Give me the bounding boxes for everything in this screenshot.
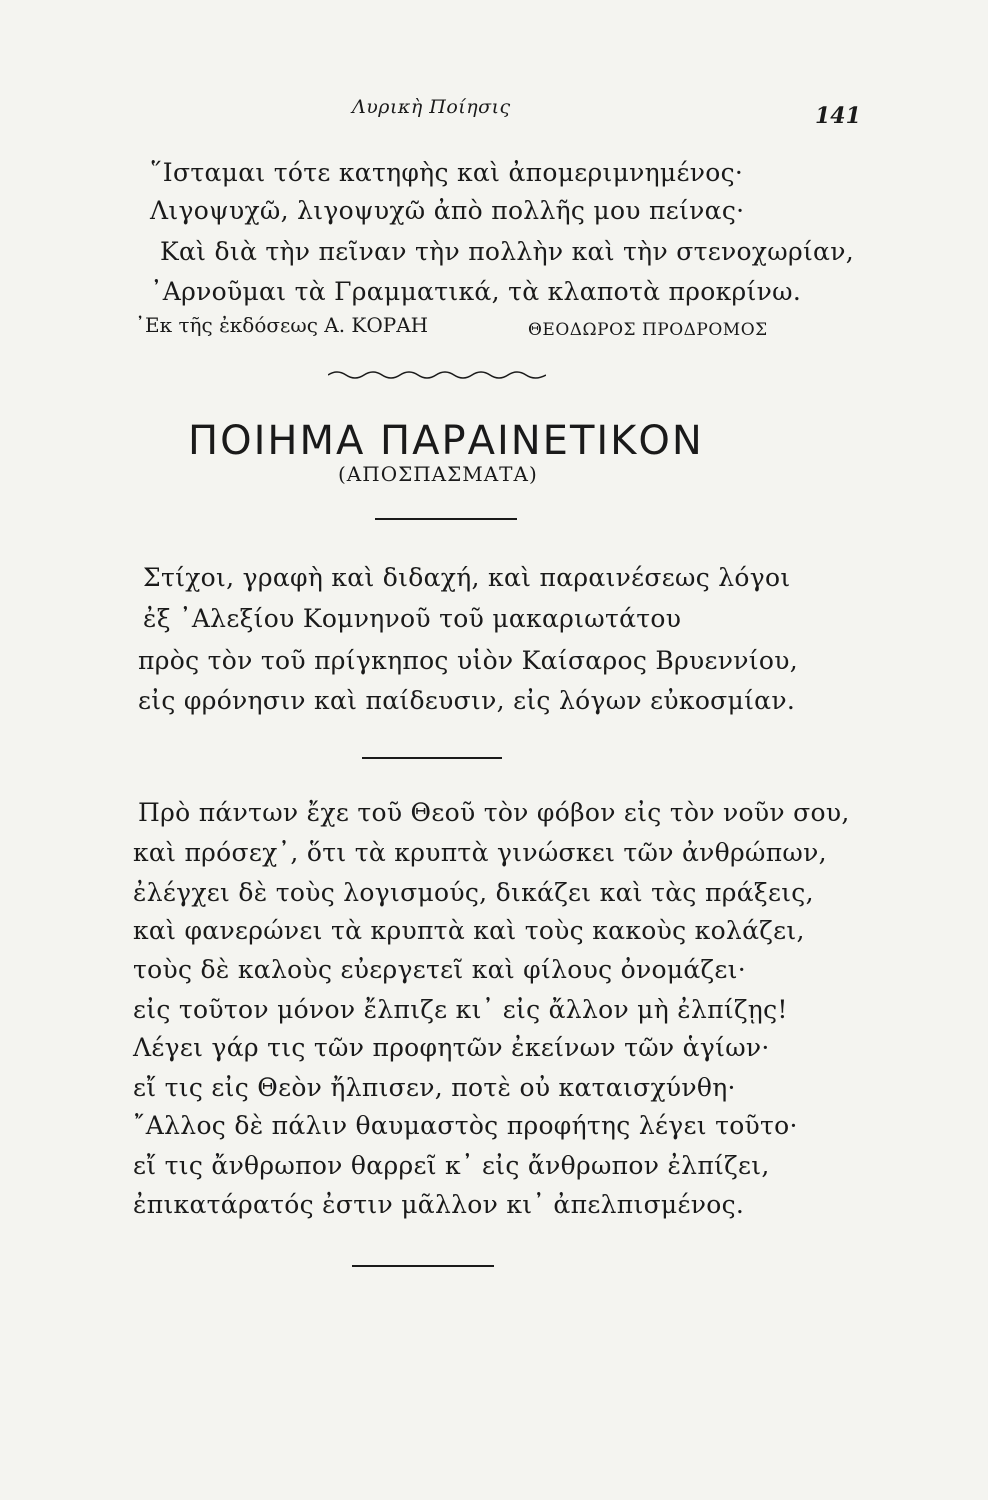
previous-poem-line: Λιγοψυχῶ, λιγοψυχῶ ἀπὸ πολλῆς μου πείνας· [150, 196, 745, 225]
body-line: καὶ πρόσεχ᾿, ὅτι τὰ κρυπτὰ γινώσκει τῶν ἀνθρώπων, [133, 838, 827, 867]
body-line: εἰς τοῦτον μόνον ἔλπιζε κι᾿ εἰς ἄλλον μὴ ἐλπίζῃς! [133, 995, 788, 1024]
body-line: Πρὸ πάντων ἔχε τοῦ Θεοῦ τὸν φόβον εἰς τὸν νοῦν σου, [138, 798, 850, 827]
section-divider [362, 757, 502, 759]
intro-line: εἰς φρόνησιν καὶ παίδευσιν, εἰς λόγων εὐκοσμίαν. [138, 686, 796, 715]
wavy-divider [328, 368, 546, 382]
body-line: ῎Αλλος δὲ πάλιν θαυμαστὸς προφήτης λέγει τοῦτο· [133, 1111, 798, 1140]
body-line: τοὺς δὲ καλοὺς εὐεργετεῖ καὶ φίλους ὀνομάζει· [133, 955, 746, 984]
section-divider [375, 518, 517, 520]
page-number: 141 [815, 103, 861, 129]
poem-subtitle: (ΑΠΟΣΠΑΣΜΑΤΑ) [338, 462, 538, 486]
author-signature: ΘΕΟΔΩΡΟΣ ΠΡΟΔΡΟΜΟΣ [528, 320, 768, 340]
intro-line: Στίχοι, γραφὴ καὶ διδαχή, καὶ παραινέσεως λόγοι [143, 563, 791, 592]
body-line: εἴ τις εἰς Θεὸν ἤλπισεν, ποτὲ οὐ καταισχύνθη· [133, 1073, 736, 1102]
previous-poem-line: ῞Ισταμαι τότε κατηφὴς καὶ ἀπομεριμνημένος· [150, 158, 744, 187]
body-line: ἐπικατάρατός ἐστιν μᾶλλον κι᾿ ἀπελπισμένος. [133, 1190, 745, 1219]
body-line: Λέγει γάρ τις τῶν προφητῶν ἐκείνων τῶν ἁγίων· [133, 1033, 770, 1062]
body-line: καὶ φανερώνει τὰ κρυπτὰ καὶ τοὺς κακοὺς κολάζει, [133, 916, 805, 945]
source-note: ᾿Εκ τῆς ἐκδόσεως Α. ΚΟΡΑΗ [135, 313, 429, 337]
section-divider [352, 1265, 494, 1267]
intro-line: ἐξ ᾿Αλεξίου Κομνηνοῦ τοῦ μακαριωτάτου [143, 604, 682, 633]
running-title: Λυρικὴ Ποίησις [352, 96, 511, 118]
body-line: εἴ τις ἄνθρωπον θαρρεῖ κ᾿ εἰς ἄνθρωπον ἐλπίζει, [133, 1151, 770, 1180]
body-line: ἐλέγχει δὲ τοὺς λογισμούς, δικάζει καὶ τὰς πράξεις, [133, 878, 814, 907]
previous-poem-line: Καὶ διὰ τὴν πεῖναν τὴν πολλὴν καὶ τὴν στενοχωρίαν, [160, 237, 854, 266]
intro-line: πρὸς τὸν τοῦ πρίγκηπος υἱὸν Καίσαρος Βρυεννίου, [138, 646, 798, 675]
previous-poem-line: ᾿Αρνοῦμαι τὰ Γραμματικά, τὰ κλαποτὰ προκρίνω. [150, 277, 802, 306]
poem-title: ΠΟΙΗΜΑ ΠΑΡΑΙΝΕΤΙΚΟΝ [188, 418, 704, 464]
